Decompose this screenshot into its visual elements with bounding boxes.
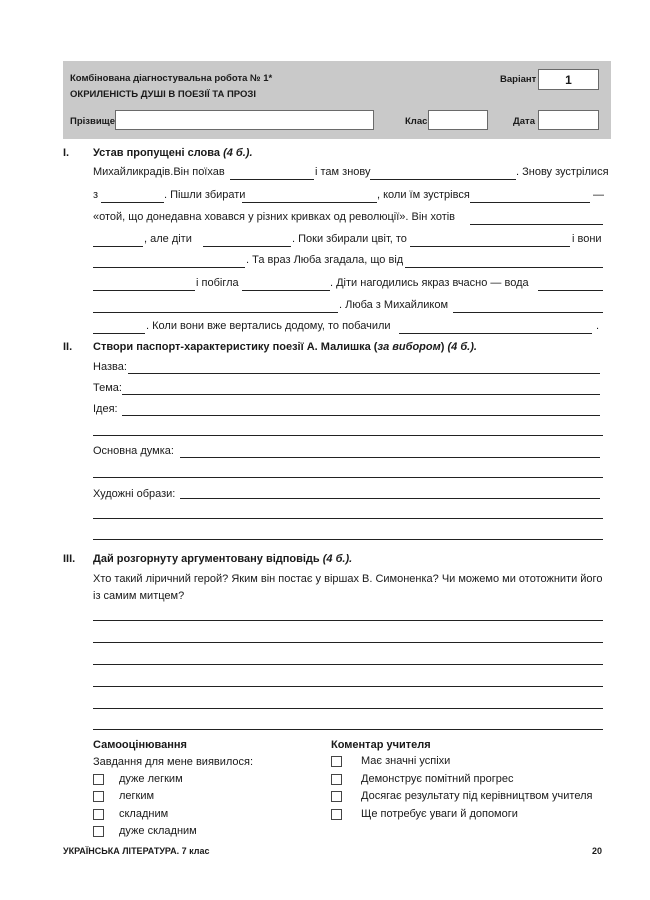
field-label-main-idea: Основна думка: <box>93 445 174 457</box>
class-label: Клас <box>405 116 428 127</box>
work-subtitle: ОКРИЛЕНІСТЬ ДУШІ В ПОЕЗІЇ ТА ПРОЗІ <box>70 89 256 100</box>
section-2-number: II. <box>63 341 73 353</box>
self-assessment-title: Самооцінювання <box>93 739 187 751</box>
fill-text: . Діти нагодились якраз вчасно — вода <box>330 277 529 289</box>
field-label-images: Художні образи: <box>93 488 176 500</box>
checkbox-with-guidance[interactable] <box>331 791 342 802</box>
checkbox-significant-success[interactable] <box>331 756 342 767</box>
section-1-number: I. <box>63 147 70 159</box>
fill-blank[interactable] <box>93 290 195 291</box>
checkbox-very-difficult[interactable] <box>93 826 104 837</box>
fill-blank[interactable] <box>93 312 338 313</box>
fill-text: . Коли вони вже вертались додому, то побачили <box>146 320 391 332</box>
answer-line[interactable] <box>93 686 603 687</box>
question-text: Хто такий ліричний герой? Яким він постає у віршах В. Симоненка? Чи можемо ми ототожнити його <box>93 573 603 585</box>
fill-blank[interactable] <box>101 202 164 203</box>
fill-text: . Знову зустрілися <box>516 166 609 178</box>
checkbox-easy[interactable] <box>93 791 104 802</box>
section-3-title: Дай розгорнуту аргументовану відповідь (4 б.). <box>93 553 353 565</box>
fill-text: Михайликрадів.Він поїхав <box>93 166 225 178</box>
checkbox-progress[interactable] <box>331 774 342 785</box>
answer-line[interactable] <box>93 708 603 709</box>
answer-line[interactable] <box>93 477 603 478</box>
fill-blank[interactable] <box>242 290 330 291</box>
answer-line[interactable] <box>93 729 603 730</box>
fill-blank[interactable] <box>203 246 291 247</box>
teacher-comment-title: Коментар учителя <box>331 739 431 751</box>
fill-blank[interactable] <box>230 179 314 180</box>
option-label: дуже легким <box>119 773 183 785</box>
field-label-theme: Тема: <box>93 382 122 394</box>
fill-blank[interactable] <box>93 246 143 247</box>
fill-text: і побігла <box>196 277 239 289</box>
field-label-idea: Ідея: <box>93 403 118 415</box>
date-field[interactable] <box>538 110 599 130</box>
question-text: із самим митцем? <box>93 590 185 602</box>
surname-field[interactable] <box>115 110 374 130</box>
answer-line[interactable] <box>93 539 603 540</box>
fill-blank[interactable] <box>470 224 603 225</box>
checkbox-very-easy[interactable] <box>93 774 104 785</box>
fill-blank[interactable] <box>405 267 603 268</box>
variant-label: Варіант <box>500 74 537 85</box>
answer-line[interactable] <box>122 415 600 416</box>
fill-blank[interactable] <box>370 179 516 180</box>
answer-line[interactable] <box>93 664 603 665</box>
fill-text: — <box>593 189 604 201</box>
fill-blank[interactable] <box>399 333 592 334</box>
surname-label: Прізвище <box>70 116 115 127</box>
section-3-number: III. <box>63 553 76 565</box>
answer-line[interactable] <box>93 642 603 643</box>
work-title: Комбінована діагностувальна робота № 1* <box>70 73 273 84</box>
fill-blank[interactable] <box>93 333 145 334</box>
option-label: складним <box>119 808 169 820</box>
answer-line[interactable] <box>122 394 600 395</box>
class-field[interactable] <box>428 110 488 130</box>
date-label: Дата <box>513 116 535 127</box>
fill-text: . Люба з Михайликом <box>339 299 449 311</box>
fill-blank[interactable] <box>538 290 603 291</box>
option-label: Має значні успіхи <box>361 755 451 767</box>
section-1-title: Устав пропущені слова (4 б.). <box>93 147 253 159</box>
answer-line[interactable] <box>180 457 600 458</box>
option-label: дуже складним <box>119 825 197 837</box>
fill-blank[interactable] <box>242 202 377 203</box>
checkbox-difficult[interactable] <box>93 809 104 820</box>
fill-blank[interactable] <box>93 267 245 268</box>
fill-blank[interactable] <box>470 202 590 203</box>
fill-text: з <box>93 189 99 201</box>
fill-blank[interactable] <box>410 246 570 247</box>
fill-text: . <box>596 320 600 332</box>
fill-text: . Поки збирали цвіт, то <box>292 233 407 245</box>
answer-line[interactable] <box>93 435 603 436</box>
page-number: 20 <box>592 846 603 856</box>
fill-text: і там знову <box>315 166 371 178</box>
fill-text: . Та враз Люба згадала, що від <box>246 254 404 266</box>
answer-line[interactable] <box>93 518 603 519</box>
fill-text: і вони <box>572 233 602 245</box>
section-2-title: Створи паспорт-характеристику поезії А. Малишка (за вибором) (4 б.). <box>93 341 477 353</box>
field-label-name: Назва: <box>93 361 127 373</box>
option-label: Ще потребує уваги й допомоги <box>361 808 518 820</box>
fill-blank[interactable] <box>453 312 603 313</box>
answer-line[interactable] <box>93 620 603 621</box>
checkbox-needs-help[interactable] <box>331 809 342 820</box>
answer-line[interactable] <box>128 373 600 374</box>
option-label: Досягає результату під керівництвом учителя <box>361 790 593 802</box>
fill-text: . Пішли збирати <box>164 189 246 201</box>
option-label: легким <box>119 790 155 802</box>
answer-line[interactable] <box>180 498 600 499</box>
fill-text: , але діти <box>144 233 192 245</box>
footer-subject: УКРАЇНСЬКА ЛІТЕРАТУРА. 7 клас <box>63 846 210 856</box>
fill-text: «отой, що донедавна ховався у різних кривках од революції». Він хотів <box>93 211 456 223</box>
fill-text: , коли їм зустрівся <box>377 189 470 201</box>
variant-field[interactable]: 1 <box>538 69 599 90</box>
self-assessment-prompt: Завдання для мене виявилося: <box>93 756 254 768</box>
option-label: Демонструє помітний прогрес <box>361 773 514 785</box>
